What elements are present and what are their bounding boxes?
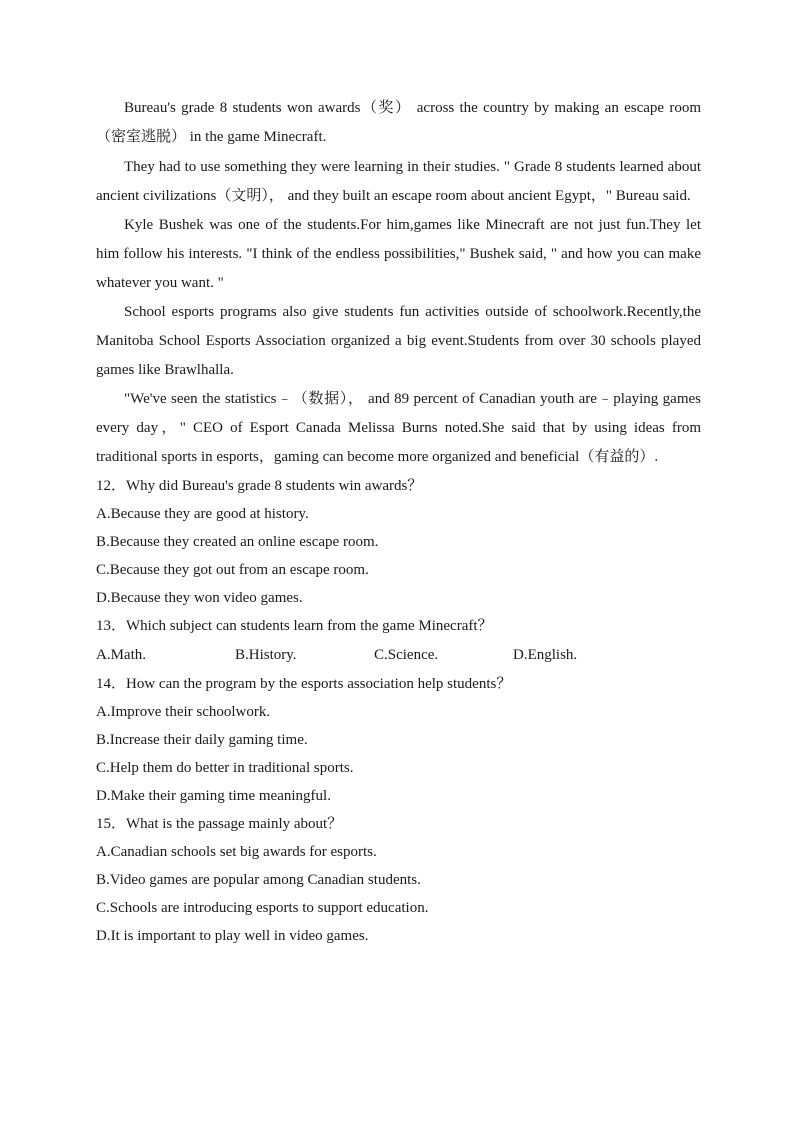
question-15: [96, 810, 701, 950]
answer-option: B.History.: [235, 647, 297, 663]
answer-option: A.Math.: [96, 647, 146, 663]
question-stem: 15．What is the passage mainly about？: [96, 816, 343, 832]
passage-paragraph: "We've seen the statistics﹣（数据）， and 89 percent of Canadian youth are﹣playing games every day，" CEO of Esport Canada Melissa Burns noted.She said that by using ideas from traditional sports in esports，gaming can become more organized and beneficial（有益的）.: [96, 391, 701, 465]
answer-option: B.Increase their daily gaming time.: [96, 732, 308, 748]
answer-option: C.Help them do better in traditional sports.: [96, 760, 354, 776]
passage-paragraph: Kyle Bushek was one of the students.For him,games like Minecraft are not just fun.They let him follow his interests. "I think of the endless possibilities," Bushek said, " and how you can make whatever you want. ": [96, 217, 701, 291]
answer-option: B.Because they created an online escape room.: [96, 534, 379, 550]
answer-option: D.English.: [513, 647, 578, 663]
answer-option: C.Because they got out from an escape room.: [96, 562, 369, 578]
question-14: [96, 670, 701, 810]
answer-option: D.Because they won video games.: [96, 590, 303, 606]
document-page: [96, 94, 701, 950]
answer-options-row: [96, 640, 701, 670]
passage-paragraph: Bureau's grade 8 students won awards（奖） across the country by making an escape room（密室逃脱） in the game Minecraft.: [96, 100, 701, 145]
answer-option: A.Improve their schoolwork.: [96, 704, 271, 720]
question-13: [96, 612, 701, 670]
answer-option: C.Schools are introducing esports to support education.: [96, 900, 429, 916]
answer-option: D.It is important to play well in video games.: [96, 928, 369, 944]
reading-passage: [96, 94, 701, 472]
answer-option: B.Video games are popular among Canadian students.: [96, 872, 421, 888]
answer-option: C.Science.: [374, 647, 439, 663]
question-12: [96, 472, 701, 612]
answer-option: A.Canadian schools set big awards for esports.: [96, 844, 377, 860]
answer-option: A.Because they are good at history.: [96, 506, 309, 522]
answer-option: D.Make their gaming time meaningful.: [96, 788, 331, 804]
question-stem: 14．How can the program by the esports association help students？: [96, 676, 512, 692]
passage-paragraph: School esports programs also give students fun activities outside of schoolwork.Recently,the Manitoba School Esports Association organized a big event.Students from over 30 schools played games like Brawlhalla.: [96, 304, 701, 378]
question-stem: 12．Why did Bureau's grade 8 students win awards？: [96, 478, 423, 494]
passage-paragraph: They had to use something they were learning in their studies. " Grade 8 students learned about ancient civilizations（文明）， and they built an escape room about ancient Egypt，" Bureau said.: [96, 159, 701, 204]
question-stem: 13．Which subject can students learn from the game Minecraft？: [96, 618, 493, 634]
